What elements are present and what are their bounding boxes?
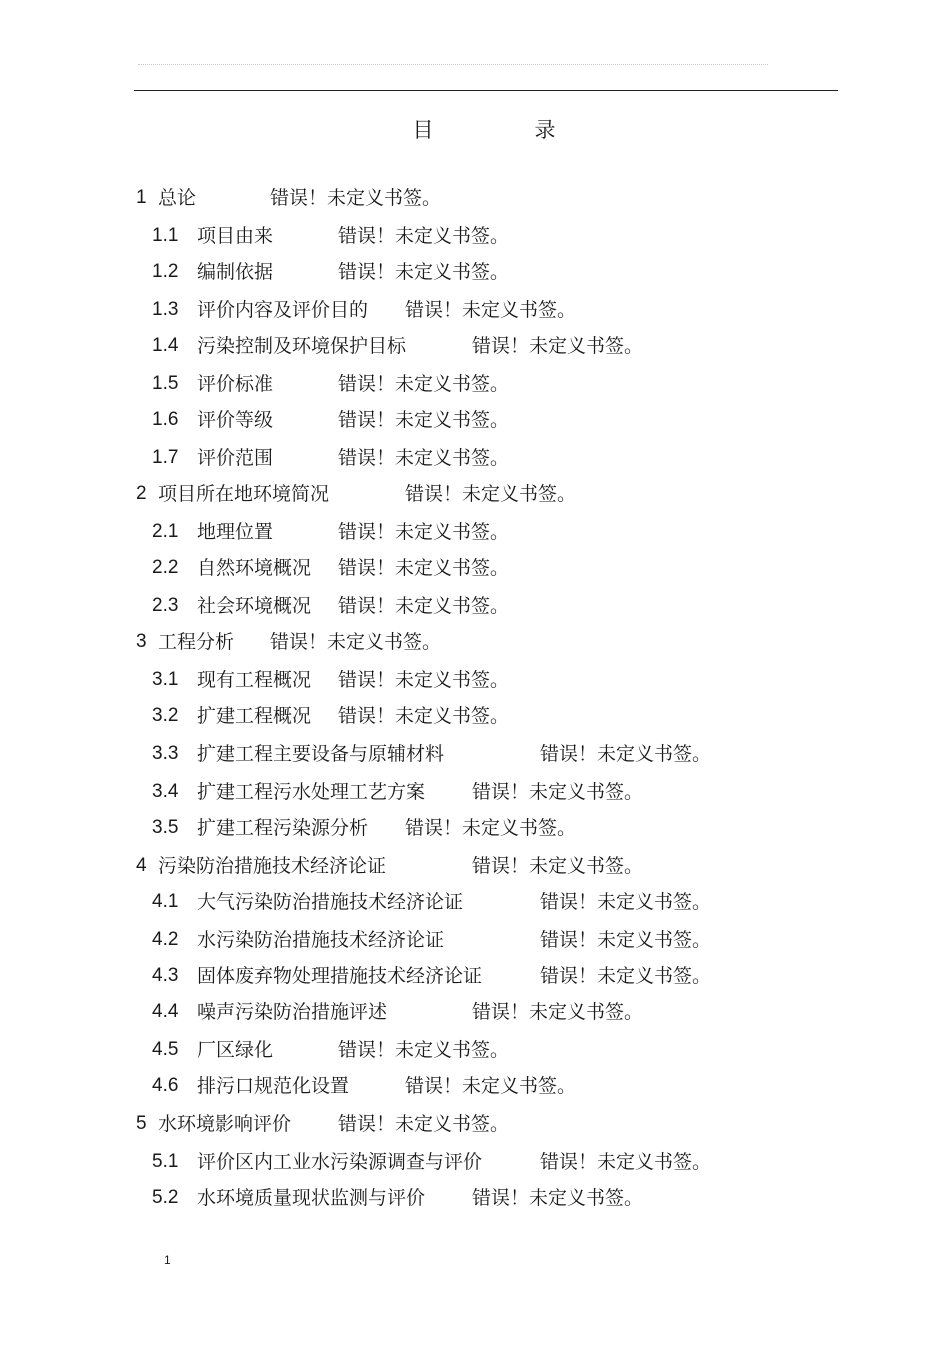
toc-entry-page-ref: 错误！未定义书签。	[405, 299, 577, 321]
toc-entry-title: 水环境影响评价	[158, 1113, 292, 1135]
toc-entry-page-ref: 错误！未定义书签。	[338, 1039, 510, 1061]
toc-entry[interactable]	[0, 704, 800, 728]
toc-entry-title: 扩建工程概况	[197, 705, 312, 727]
toc-entry-number: 5.2	[152, 1187, 179, 1208]
toc-entry-page-ref: 错误！未定义书签。	[472, 1001, 644, 1023]
toc-entry-title: 评价标准	[197, 373, 274, 395]
toc-entry-number: 1.4	[152, 335, 179, 356]
toc-entry-page-ref: 错误！未定义书签。	[540, 929, 712, 951]
toc-entry[interactable]	[0, 408, 800, 432]
toc-entry-number: 2.3	[152, 595, 179, 616]
toc-entry-title: 污染控制及环境保护目标	[197, 335, 407, 357]
toc-entry-page-ref: 错误！未定义书签。	[472, 1187, 644, 1209]
toc-entry-page-ref: 错误！未定义书签。	[338, 705, 510, 727]
toc-entry-title: 水环境质量现状监测与评价	[197, 1187, 426, 1209]
toc-entry-title: 噪声污染防治措施评述	[197, 1001, 388, 1023]
toc-entry-page-ref: 错误！未定义书签。	[338, 409, 510, 431]
toc-entry-number: 1	[136, 187, 147, 208]
toc-entry-page-ref: 错误！未定义书签。	[472, 781, 644, 803]
toc-entry-page-ref: 错误！未定义书签。	[540, 743, 712, 765]
toc-entry[interactable]	[0, 1000, 800, 1024]
toc-entry-number: 5.1	[152, 1151, 179, 1172]
toc-entry-title: 污染防治措施技术经济论证	[158, 855, 387, 877]
toc-entry-title: 扩建工程主要设备与原辅材料	[197, 743, 445, 765]
toc-entry-number: 3.1	[152, 669, 179, 690]
toc-entry[interactable]	[0, 298, 800, 322]
toc-entry-title: 扩建工程污水处理工艺方案	[197, 781, 426, 803]
toc-entry-page-ref: 错误！未定义书签。	[338, 1113, 510, 1135]
toc-entry-number: 4.5	[152, 1039, 179, 1060]
toc-entry-number: 4.4	[152, 1001, 179, 1022]
toc-entry-page-ref: 错误！未定义书签。	[338, 669, 510, 691]
toc-entry-page-ref: 错误！未定义书签。	[338, 261, 510, 283]
toc-entry-title: 评价区内工业水污染源调查与评价	[197, 1151, 483, 1173]
toc-entry[interactable]	[0, 630, 800, 654]
toc-entry[interactable]	[0, 224, 800, 248]
toc-entry-number: 4	[136, 855, 147, 876]
toc-entry-number: 5	[136, 1113, 147, 1134]
toc-entry[interactable]	[0, 1038, 800, 1062]
toc-entry-number: 1.2	[152, 261, 179, 282]
toc-entry-title: 项目所在地环境简况	[158, 483, 330, 505]
toc-entry-page-ref: 错误！未定义书签。	[405, 817, 577, 839]
toc-entry[interactable]	[0, 1074, 800, 1098]
toc-entry-page-ref: 错误！未定义书签。	[540, 891, 712, 913]
toc-entry-title: 评价内容及评价目的	[197, 299, 369, 321]
toc-entry-number: 3.2	[152, 705, 179, 726]
toc-entry-page-ref: 错误！未定义书签。	[405, 483, 577, 505]
toc-entry[interactable]	[0, 964, 800, 988]
toc-entry[interactable]	[0, 780, 800, 804]
page-number: 1	[164, 1253, 171, 1267]
toc-entry-number: 1.6	[152, 409, 179, 430]
toc-entry[interactable]	[0, 1186, 800, 1210]
toc-entry-number: 4.2	[152, 929, 179, 950]
toc-entry-page-ref: 错误！未定义书签。	[540, 1151, 712, 1173]
toc-entry-title: 评价等级	[197, 409, 274, 431]
toc-entry-number: 4.6	[152, 1075, 179, 1096]
toc-entry-number: 4.1	[152, 891, 179, 912]
toc-entry-number: 2.2	[152, 557, 179, 578]
toc-entry[interactable]	[0, 556, 800, 580]
toc-entry-number: 3.3	[152, 743, 179, 764]
toc-entry-page-ref: 错误！未定义书签。	[338, 557, 510, 579]
toc-entry-page-ref: 错误！未定义书签。	[270, 631, 442, 653]
toc-entry[interactable]	[0, 186, 800, 210]
toc-entry-title: 项目由来	[197, 225, 274, 247]
toc-entry[interactable]	[0, 446, 800, 470]
toc-entry[interactable]	[0, 928, 800, 952]
toc-entry-title: 扩建工程污染源分析	[197, 817, 369, 839]
toc-entry-title: 评价范围	[197, 447, 274, 469]
toc-entry-number: 3	[136, 631, 147, 652]
toc-entry-number: 2.1	[152, 521, 179, 542]
toc-title: 目 录	[412, 118, 596, 142]
toc-entry[interactable]	[0, 668, 800, 692]
toc-entry-title: 编制依据	[197, 261, 274, 283]
toc-entry-number: 1.1	[152, 225, 179, 246]
toc-entry-number: 1.5	[152, 373, 179, 394]
toc-entry-number: 3.4	[152, 781, 179, 802]
toc-entry[interactable]	[0, 372, 800, 396]
toc-entry-title: 自然环境概况	[197, 557, 312, 579]
toc-entry[interactable]	[0, 594, 800, 618]
toc-entry-number: 1.3	[152, 299, 179, 320]
toc-entry-page-ref: 错误！未定义书签。	[338, 373, 510, 395]
toc-entry[interactable]	[0, 816, 800, 840]
toc-entry[interactable]	[0, 334, 800, 358]
toc-entry[interactable]	[0, 890, 800, 914]
toc-entry-title: 固体废弃物处理措施技术经济论证	[197, 965, 483, 987]
toc-entry-page-ref: 错误！未定义书签。	[338, 521, 510, 543]
toc-entry-number: 4.3	[152, 965, 179, 986]
toc-entry[interactable]	[0, 260, 800, 284]
toc-entry-page-ref: 错误！未定义书签。	[472, 335, 644, 357]
toc-entry-title: 总论	[158, 187, 197, 209]
toc-entry-number: 2	[136, 483, 147, 504]
toc-entry-title: 大气污染防治措施技术经济论证	[197, 891, 464, 913]
toc-entry-title: 地理位置	[197, 521, 274, 543]
toc-entry-title: 现有工程概况	[197, 669, 312, 691]
toc-entry-page-ref: 错误！未定义书签。	[270, 187, 442, 209]
toc-entry-title: 水污染防治措施技术经济论证	[197, 929, 445, 951]
toc-entry-number: 3.5	[152, 817, 179, 838]
toc-entry-title: 社会环境概况	[197, 595, 312, 617]
toc-entry-title: 工程分析	[158, 631, 235, 653]
toc-entry-page-ref: 错误！未定义书签。	[472, 855, 644, 877]
toc-entry[interactable]	[0, 1150, 800, 1174]
toc-entry[interactable]	[0, 482, 800, 506]
toc-entry-page-ref: 错误！未定义书签。	[540, 965, 712, 987]
header-dotted-line	[138, 64, 768, 65]
toc-entry-title: 厂区绿化	[197, 1039, 274, 1061]
toc-entry-title: 排污口规范化设置	[197, 1075, 350, 1097]
toc-entry[interactable]	[0, 1112, 800, 1136]
toc-entry-page-ref: 错误！未定义书签。	[338, 595, 510, 617]
toc-entry[interactable]	[0, 854, 800, 878]
toc-entry-page-ref: 错误！未定义书签。	[405, 1075, 577, 1097]
toc-entry[interactable]	[0, 742, 800, 766]
toc-entry-number: 1.7	[152, 447, 179, 468]
toc-entry[interactable]	[0, 520, 800, 544]
header-rule	[134, 90, 838, 91]
toc-entry-page-ref: 错误！未定义书签。	[338, 447, 510, 469]
toc-entry-page-ref: 错误！未定义书签。	[338, 225, 510, 247]
